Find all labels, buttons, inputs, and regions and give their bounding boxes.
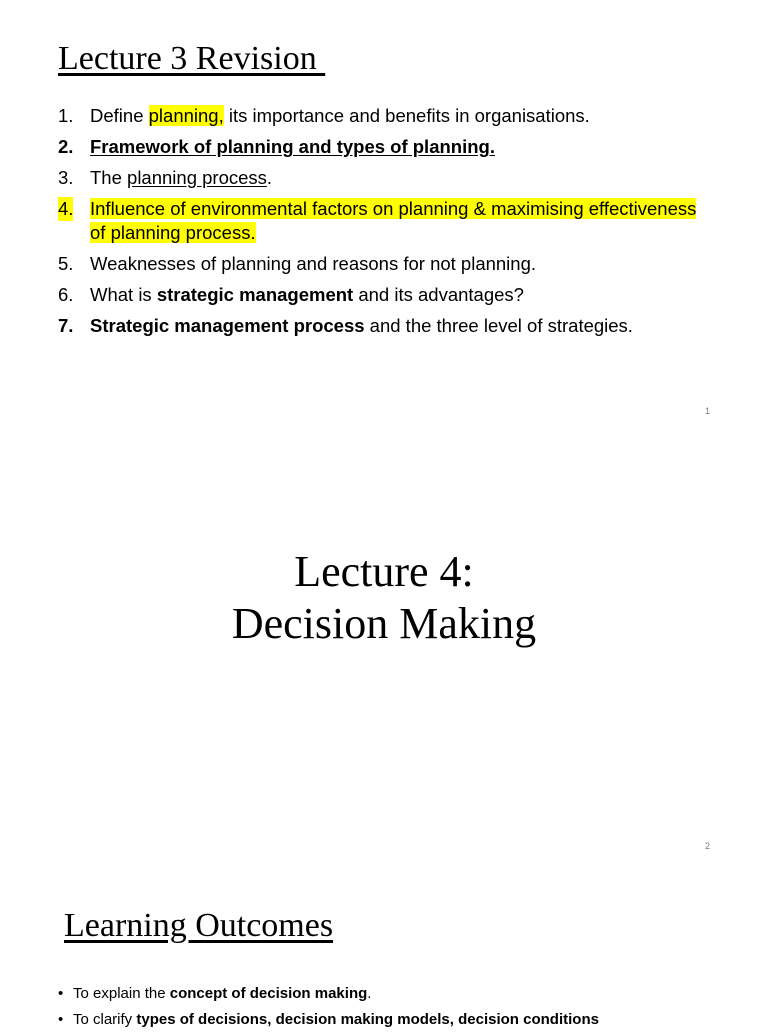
item-text: Influence of environmental factors on planning & maximising effectiveness of planning process. (90, 198, 697, 243)
slide-title: Learning Outcomes (64, 907, 334, 944)
item-number: 3. (58, 167, 74, 188)
item-text: planning process (127, 167, 267, 188)
slide-lecture-4-title (0, 434, 768, 868)
lecture-title (0, 546, 768, 650)
outcome-text: types of decisions, decision making models, decision conditions (136, 1011, 599, 1028)
revision-item (58, 135, 698, 159)
learning-outcome-item (58, 984, 738, 1004)
outcome-text: To clarify (73, 1011, 137, 1028)
bullet-icon: • (58, 985, 64, 1002)
item-number: 4. (58, 198, 74, 219)
item-text: planning, (148, 105, 224, 126)
item-text: and the three level of strategies. (364, 315, 633, 336)
page-number: 2 (704, 841, 710, 851)
learning-outcomes-list (58, 984, 738, 1036)
revision-item (58, 252, 698, 276)
revision-list (58, 104, 698, 345)
item-text: Strategic management process (90, 315, 365, 336)
item-text: . (266, 167, 273, 188)
item-number: 5. (58, 253, 74, 274)
item-text: The (90, 167, 128, 188)
outcome-text: concept of decision making (169, 985, 368, 1002)
item-text: Weaknesses of planning and reasons for not planning. (90, 253, 537, 274)
lecture-title-line-2: Decision Making (231, 599, 537, 648)
learning-outcome-item (58, 1010, 738, 1030)
slide-title: Lecture 3 Revision (58, 40, 326, 77)
outcome-text: To explain the (73, 985, 170, 1002)
revision-item (58, 314, 698, 338)
page-number: 1 (704, 406, 710, 416)
revision-item (58, 197, 698, 245)
item-number: 2. (58, 136, 74, 157)
lecture-title-line-1: Lecture 4: (294, 547, 474, 596)
revision-item (58, 283, 698, 307)
item-text: What is (90, 284, 157, 305)
outcome-text: . (367, 985, 372, 1002)
item-text: Define (90, 105, 149, 126)
item-text: Framework of planning and types of planning. (90, 136, 495, 157)
slide-learning-outcomes (0, 868, 768, 1028)
revision-item (58, 166, 698, 190)
item-number: 7. (58, 315, 74, 336)
item-number: 1. (58, 105, 74, 126)
item-text: and its advantages? (353, 284, 524, 305)
revision-item (58, 104, 698, 128)
item-text: its importance and benefits in organisations. (223, 105, 590, 126)
slide-lecture-3-revision (0, 0, 768, 434)
item-text: strategic management (156, 284, 354, 305)
item-number: 6. (58, 284, 74, 305)
bullet-icon: • (58, 1011, 64, 1028)
